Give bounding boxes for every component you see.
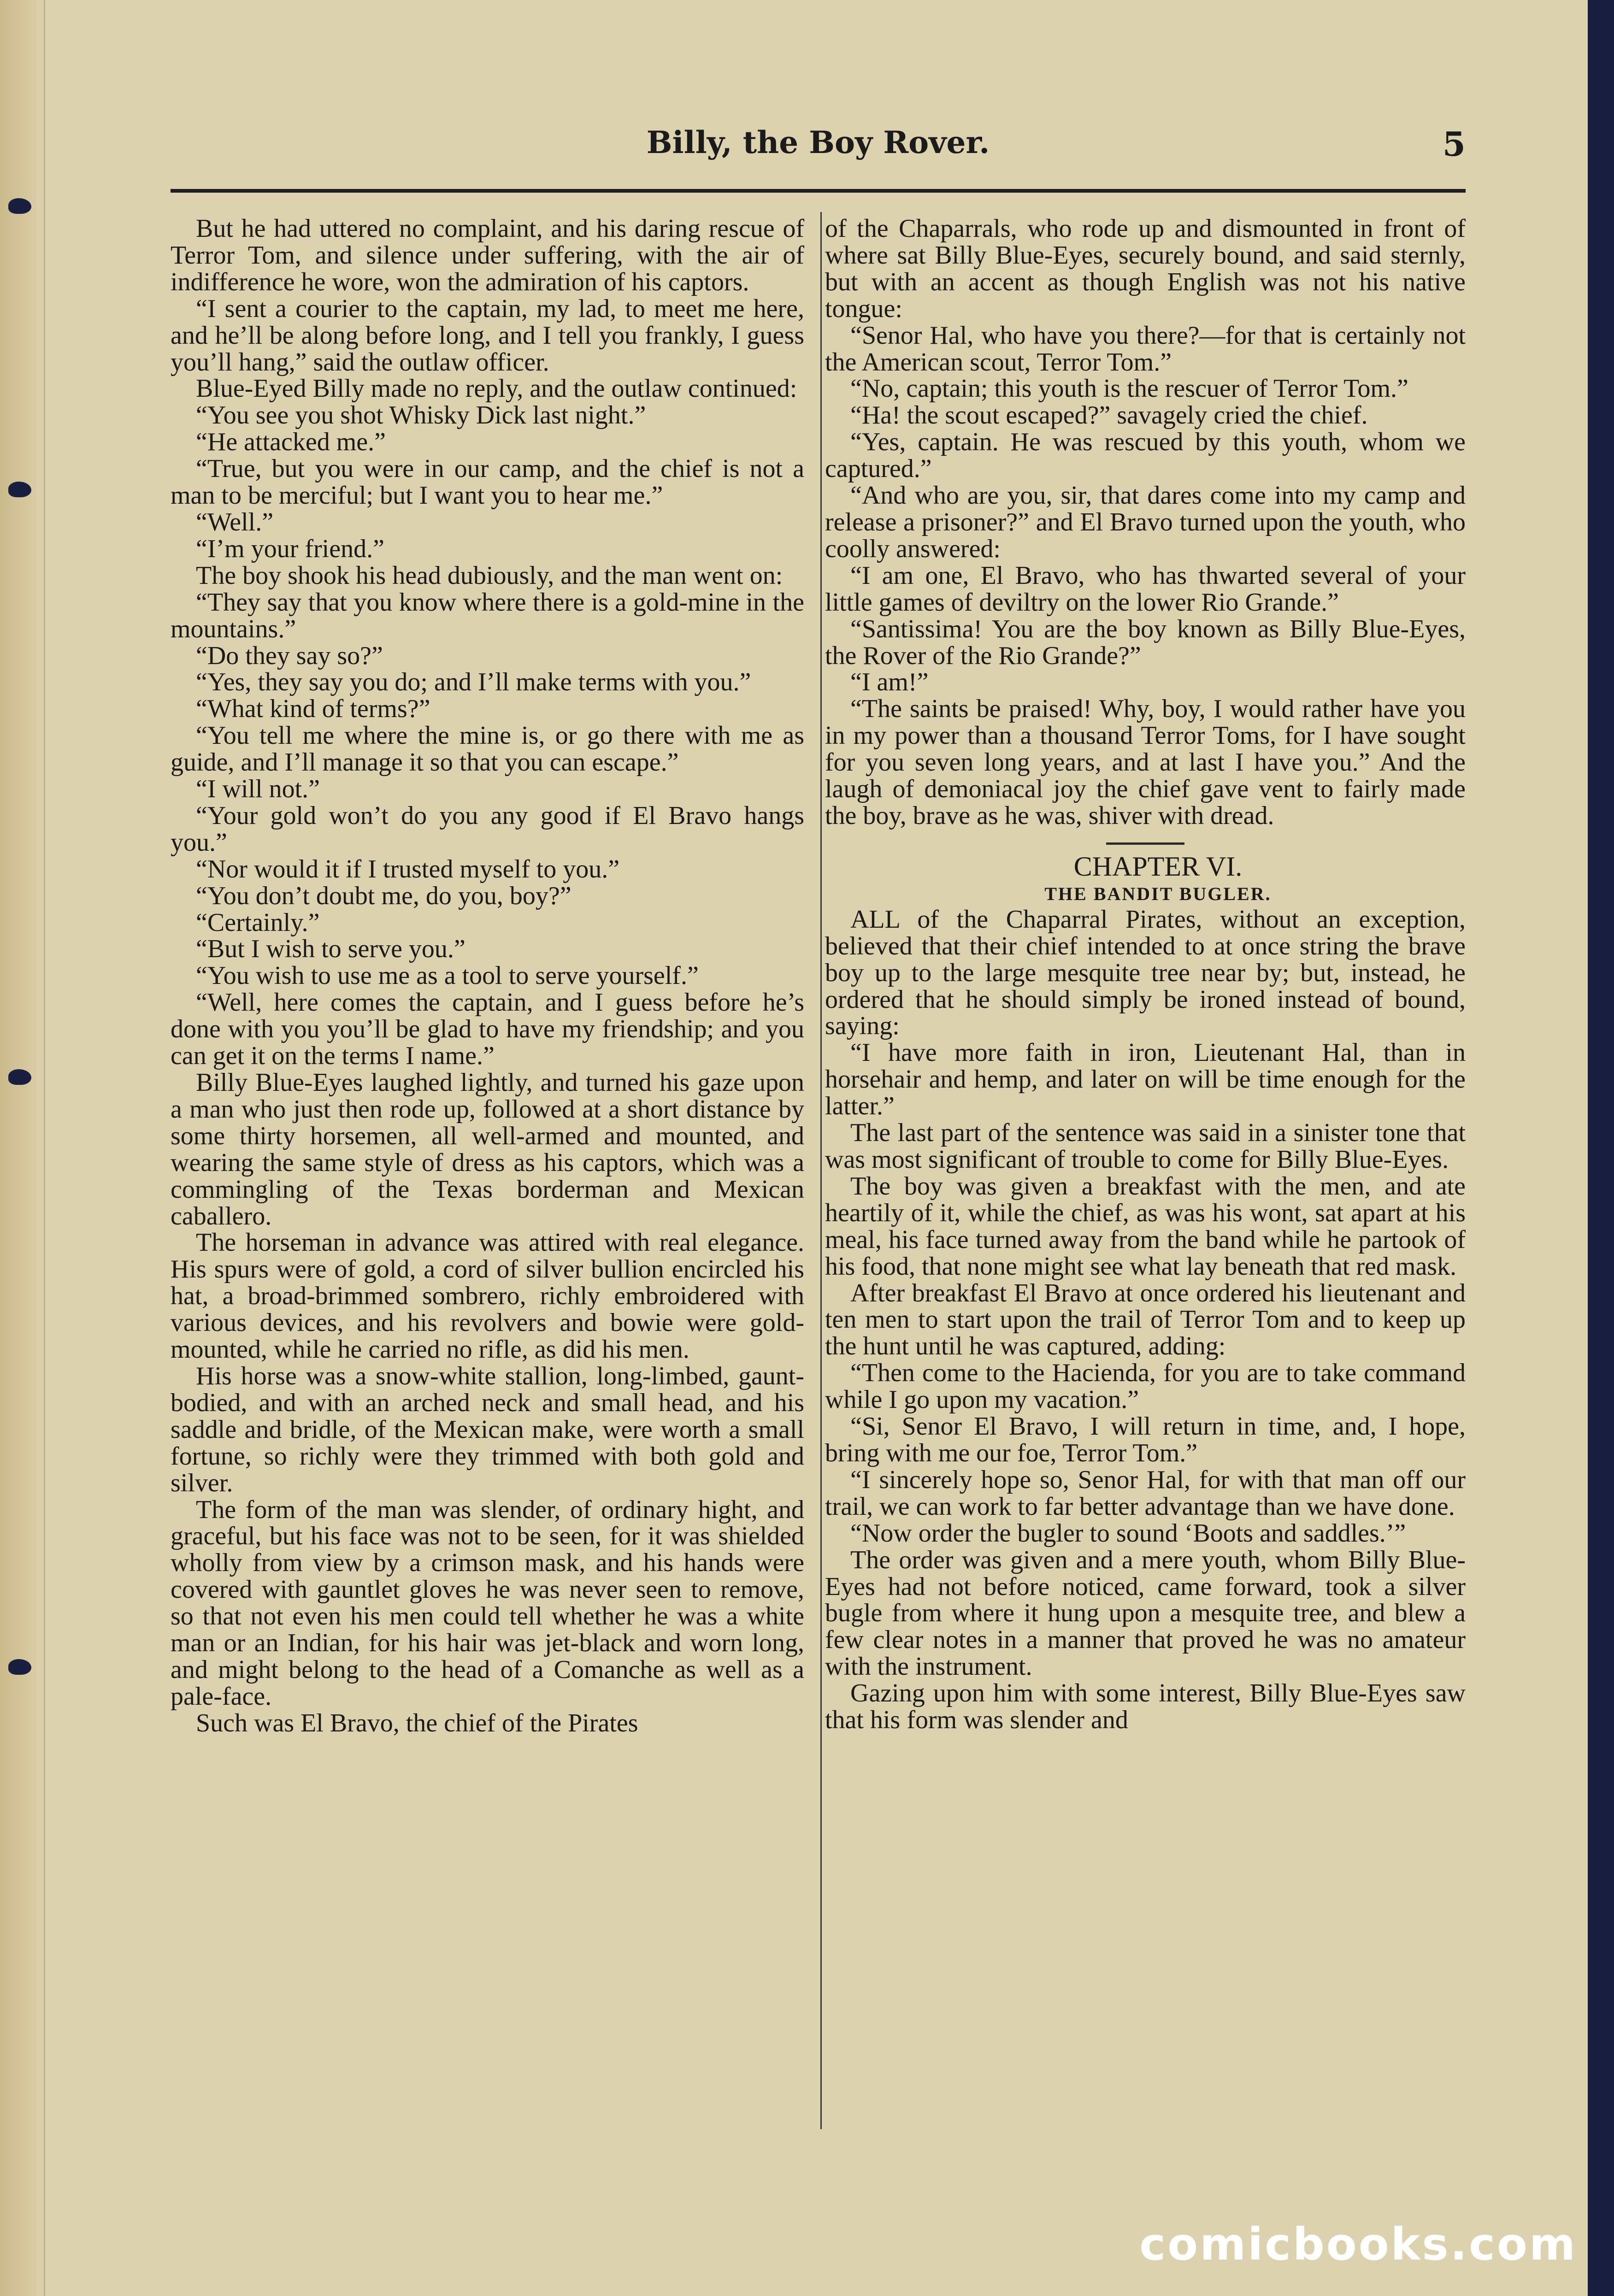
paragraph: “Now order the bugler to sound ‘Boots and saddles.’”: [850, 1519, 1406, 1548]
paragraph: His horse was a snow-white stallion, long-limbed, gaunt-bodied, and with an arched neck and small head, and his saddle and bridle, of the Mexican make, were worth a small fortune, so richly were they trimmed with both gold and silver.: [171, 1361, 804, 1497]
watermark: comicbooks.com: [1139, 2219, 1577, 2270]
paragraph: Billy Blue-Eyes laughed lightly, and turned his gaze upon a man who just then rode up, followed at a short distance by some thirty horsemen, all well-armed and mounted, and wearing the same style of dress as his captors, which was a commingling of the Texas borderman and Mexican caballero.: [171, 1068, 804, 1230]
paragraph: “Well.”: [196, 507, 274, 536]
chapter-break-rule: [1106, 842, 1184, 845]
paragraph: The boy was given a breakfast with the men, and ate heartily of it, while the chief, as was his wont, sat apart at his meal, his face turned away from the band while he partook of his food, that none might see what lay beneath that red mask.: [825, 1172, 1466, 1281]
paragraph: Gazing upon him with some interest, Billy Blue-Eyes saw that his form was slender and: [825, 1679, 1466, 1735]
binding-spine: [0, 0, 45, 2296]
paragraph: The last part of the sentence was said in a sinister tone that was most significant of trouble to come for Billy Blue-Eyes.: [825, 1119, 1466, 1174]
paragraph: “I sent a courier to the captain, my lad, to meet me here, and he’ll be along before long, and I tell you frankly, I guess you’ll hang,” said the outlaw officer.: [171, 294, 804, 377]
paragraph: “Si, Senor El Bravo, I will return in time, and, I hope, bring with me our foe, Terror Tom.”: [825, 1412, 1466, 1467]
paragraph: The horseman in advance was attired with real elegance. His spurs were of gold, a cord of silver bullion encircled his hat, a broad-brimmed sombrero, richly embroidered with various devices, and his revolvers and bowie were gold-mounted, while he carried no rifle, as did his men.: [171, 1228, 804, 1364]
paragraph: “You don’t doubt me, do you, boy?”: [196, 881, 571, 910]
binding-stitch: [8, 198, 31, 214]
paragraph: “They say that you know where there is a gold-mine in the mountains.”: [171, 588, 804, 643]
paragraph: Blue-Eyed Billy made no reply, and the outlaw continued:: [196, 374, 797, 403]
paragraph: “You tell me where the mine is, or go there with me as guide, and I’ll manage it so that you can escape.”: [171, 721, 804, 777]
paragraph: “Santissima! You are the boy known as Billy Blue-Eyes, the Rover of the Rio Grande?”: [825, 614, 1466, 670]
paragraph: “But I wish to serve you.”: [196, 935, 465, 964]
paragraph: “You wish to use me as a tool to serve yourself.”: [196, 961, 699, 990]
running-head: Billy, the Boy Rover.: [646, 124, 990, 160]
paragraph: “I’m your friend.”: [196, 534, 384, 563]
paragraph: Such was El Bravo, the chief of the Pirates: [196, 1708, 638, 1737]
paragraph: “Then come to the Hacienda, for you are to take command while I go upon my vacation.”: [825, 1359, 1466, 1414]
paragraph: “I sincerely hope so, Senor Hal, for with that man off our trail, we can work to far better advantage than we have done.: [825, 1465, 1466, 1521]
paragraph: “Yes, captain. He was rescued by this youth, whom we captured.”: [825, 428, 1466, 483]
binding-stitch: [8, 1659, 31, 1675]
right-column-bottom-text: [825, 907, 1466, 1734]
right-column-top-text: [825, 216, 1466, 830]
paragraph: ALL of the Chaparral Pirates, without an exception, believed that their chief intended to at once string the brave boy up to the large mesquite tree near by; but, instead, he ordered that he should simply be ironed instead of bound, saying:: [825, 905, 1466, 1041]
column-divider: [820, 212, 822, 2129]
paragraph: “I have more faith in iron, Lieutenant Hal, than in horsehair and hemp, and later on will be time enough for the latter.”: [825, 1038, 1466, 1121]
paragraph: “No, captain; this youth is the rescuer of Terror Tom.”: [850, 374, 1408, 403]
paragraph: “You see you shot Whisky Dick last night.”: [196, 401, 646, 430]
paragraph: “Yes, they say you do; and I’ll make terms with you.”: [196, 668, 751, 697]
paragraph: The order was given and a mere youth, whom Billy Blue-Eyes had not before noticed, came forward, took a silver bugle from where it hung upon a mesquite tree, and blew a few clear notes in a manner that proved he was no amateur with the instrument.: [825, 1545, 1466, 1681]
paragraph: The form of the man was slender, of ordinary hight, and graceful, but his face was not to be seen, for it was shielded wholly from view by a crimson mask, and his hands were covered with gauntlet gloves he was never seen to remove, so that not even his men could tell whether he was a white man or an Indian, for his hair was jet-black and worn long, and might belong to the head of a Comanche as well as a pale-face.: [171, 1495, 804, 1711]
chapter-title: CHAPTER VI.: [1073, 851, 1243, 882]
paragraph: “True, but you were in our camp, and the chief is not a man to be merciful; but I want you to hear me.”: [171, 454, 804, 510]
paragraph: “I am!”: [850, 668, 929, 697]
header-rule: [171, 189, 1466, 193]
right-column: [825, 216, 1466, 1734]
binding-stitch: [8, 1069, 31, 1085]
paragraph: “Your gold won’t do you any good if El Bravo hangs you.”: [171, 801, 804, 857]
paragraph: “Ha! the scout escaped?” savagely cried the chief.: [850, 401, 1368, 430]
paragraph: “The saints be praised! Why, boy, I would rather have you in my power than a thousand Terror Toms, for I have sought for you seven long years, and at last I have you.” And the laugh of demoniacal joy the chief gave vent to fairly made the boy, brave as he was, shiver with dread.: [825, 695, 1466, 830]
chapter-subtitle: THE BANDIT BUGLER.: [1044, 883, 1272, 904]
paragraph: “Do they say so?”: [196, 641, 383, 670]
paragraph: After breakfast El Bravo at once ordered his lieutenant and ten men to start upon the trail of Terror Tom and to keep up the hunt until he was captured, adding:: [825, 1278, 1466, 1361]
page-header: [171, 124, 1466, 175]
paragraph: “What kind of terms?”: [196, 695, 430, 724]
paragraph: “He attacked me.”: [196, 428, 386, 457]
paragraph: “Senor Hal, who have you there?—for that is certainly not the American scout, Terror Tom.”: [825, 321, 1466, 377]
page-number: 5: [1442, 124, 1466, 164]
paragraph: “Certainly.”: [196, 908, 320, 937]
paragraph: “And who are you, sir, that dares come into my camp and release a prisoner?” and El Bravo turned upon the youth, who coolly answered:: [825, 481, 1466, 563]
paragraph: But he had uttered no complaint, and his daring rescue of Terror Tom, and silence under suffering, with the air of indifference he wore, won the admiration of his captors.: [171, 214, 804, 296]
paragraph: “Well, here comes the captain, and I guess before he’s done with you you’ll be glad to have my friendship; and you can get it on the terms I name.”: [171, 988, 804, 1071]
paragraph: “Nor would it if I trusted myself to you.”: [196, 854, 620, 883]
paragraph: “I am one, El Bravo, who has thwarted several of your little games of deviltry on the lower Rio Grande.”: [825, 561, 1466, 617]
paragraph: “I will not.”: [196, 775, 320, 804]
paragraph: The boy shook his head dubiously, and the man went on:: [196, 561, 783, 590]
paragraph: of the Chaparrals, who rode up and dismounted in front of where sat Billy Blue-Eyes, securely bound, and said sternly, but with an accent as though English was not his native tongue:: [825, 214, 1466, 323]
binding-stitch: [8, 482, 31, 497]
left-column: [171, 216, 804, 1737]
